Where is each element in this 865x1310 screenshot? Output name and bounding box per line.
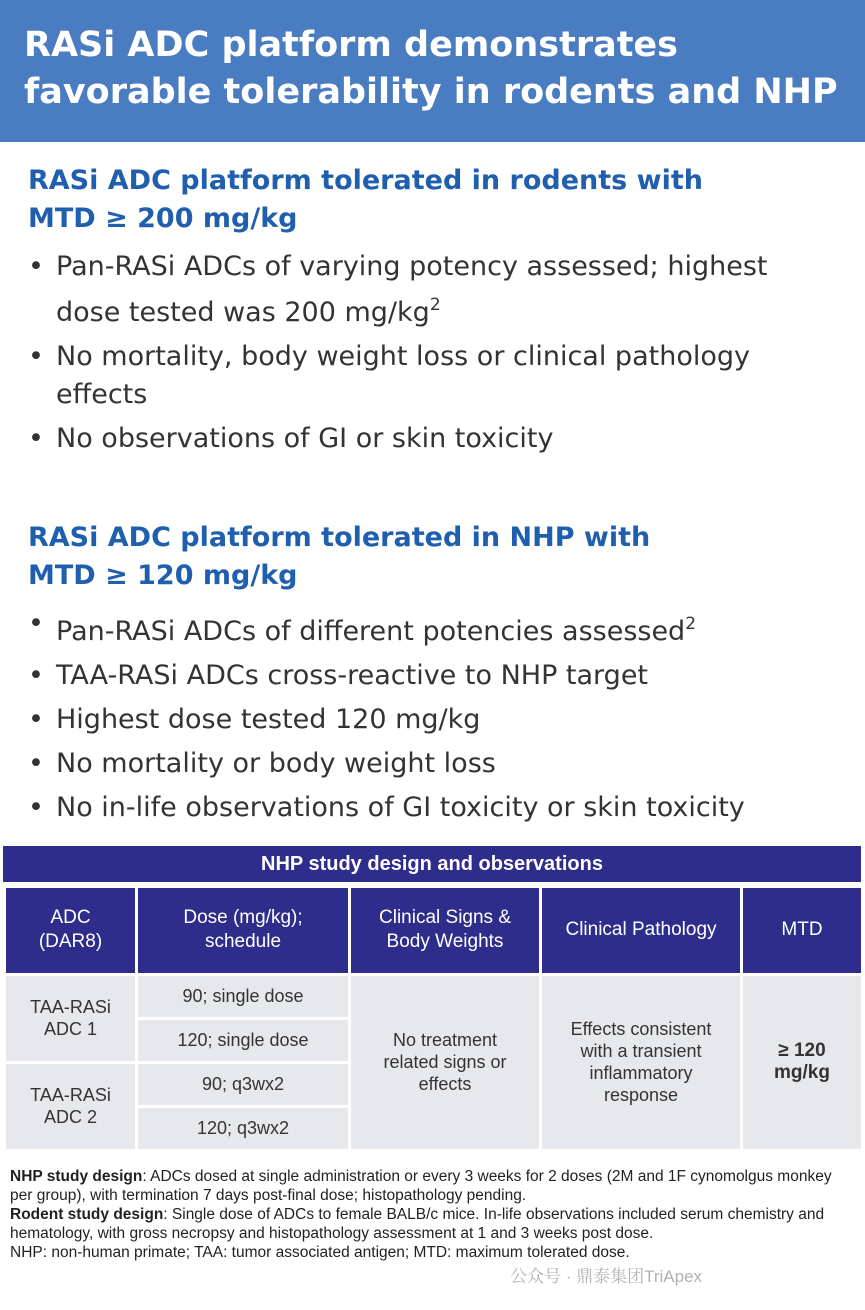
table-row [5, 974, 863, 1018]
footnote: NHP study design: ADCs dosed at single administration or every 3 weeks for 2 doses (2M and 1F cynomolgus monkey per group), with termination 7 days post-final dose; histopathology pending. Rodent study design: Single dose of ADCs to female BALB/c mice. In-life observations included serum chemistry and hematology, with gross necropsy and histopathology assessment at 1 and 3 weeks post dose. NHP: non-human primate; TAA: tumor associated antigen; MTD: maximum tolerated dose. [10, 1168, 832, 1261]
list-item: • TAA-RASi ADCs cross-reactive to NHP target [28, 657, 848, 695]
study-table [3, 888, 864, 1152]
footnote-ref: 2 [429, 295, 441, 315]
list-item: • Highest dose tested 120 mg/kg [28, 701, 848, 739]
header-clinical-pathology: Clinical Pathology [541, 888, 742, 974]
header-adc: ADC (DAR8) [5, 888, 137, 974]
bullet-icon: • [28, 341, 44, 372]
cell-clinical-pathology: Effects consistent with a transient inflammatory response [541, 974, 742, 1150]
cell-dose: 90; q3wx2 [137, 1062, 350, 1106]
cell-adc1: TAA-RASi ADC 1 [5, 974, 137, 1062]
bullet-icon: • [28, 748, 44, 779]
cell-dose: 120; q3wx2 [137, 1106, 350, 1150]
bullet-icon: • [28, 704, 44, 735]
footnote-abbreviations: NHP: non-human primate; TAA: tumor associated antigen; MTD: maximum tolerated dose. [10, 1244, 630, 1261]
nhp-section [28, 519, 848, 833]
bullet-icon: • [28, 251, 44, 282]
cell-adc2: TAA-RASi ADC 2 [5, 1062, 137, 1150]
bullet-icon: • [28, 423, 44, 454]
list-item: • No in-life observations of GI toxicity or skin toxicity [28, 789, 848, 827]
footnote-rodent-label: Rodent study design [10, 1206, 164, 1223]
header-mtd: MTD [742, 888, 863, 974]
footnote-ref: 2 [685, 614, 697, 634]
footnote-nhp-label: NHP study design [10, 1168, 143, 1185]
nhp-bullet-list [28, 605, 848, 827]
watermark: 公众号 · 鼎泰集团TriApex [510, 1267, 703, 1286]
nhp-heading: RASi ADC platform tolerated in NHP with MTD ≥ 120 mg/kg [28, 522, 651, 591]
bullet-icon: • [28, 792, 44, 823]
list-item: • No observations of GI or skin toxicity [28, 420, 848, 458]
table-header-row [5, 888, 863, 974]
bullet-icon: • [28, 608, 44, 639]
rodent-section [28, 162, 848, 464]
cell-mtd: ≥ 120 mg/kg [742, 974, 863, 1150]
rodent-heading: RASi ADC platform tolerated in rodents with MTD ≥ 200 mg/kg [28, 165, 703, 234]
header-banner [0, 0, 865, 142]
list-item: • Pan-RASi ADCs of different potencies assessed$^2$ [28, 605, 848, 651]
table-title: NHP study design and observations [3, 846, 861, 882]
cell-clinical-signs: No treatment related signs or effects [350, 974, 541, 1150]
nhp-study-table [3, 846, 861, 1152]
list-item: • No mortality, body weight loss or clinical pathology effects [28, 338, 848, 414]
list-item: • No mortality or body weight loss [28, 745, 848, 783]
cell-dose: 90; single dose [137, 974, 350, 1018]
header-clinical-signs: Clinical Signs & Body Weights [350, 888, 541, 974]
bullet-icon: • [28, 660, 44, 691]
rodent-bullet-list [28, 248, 848, 458]
page-title: RASi ADC platform demonstrates favorable tolerability in rodents and NHP [24, 25, 838, 112]
cell-dose: 120; single dose [137, 1018, 350, 1062]
list-item: • Pan-RASi ADCs of varying potency assessed; highest dose tested was 200 $mg/kg^2$ [28, 248, 848, 332]
header-dose: Dose (mg/kg); schedule [137, 888, 350, 974]
